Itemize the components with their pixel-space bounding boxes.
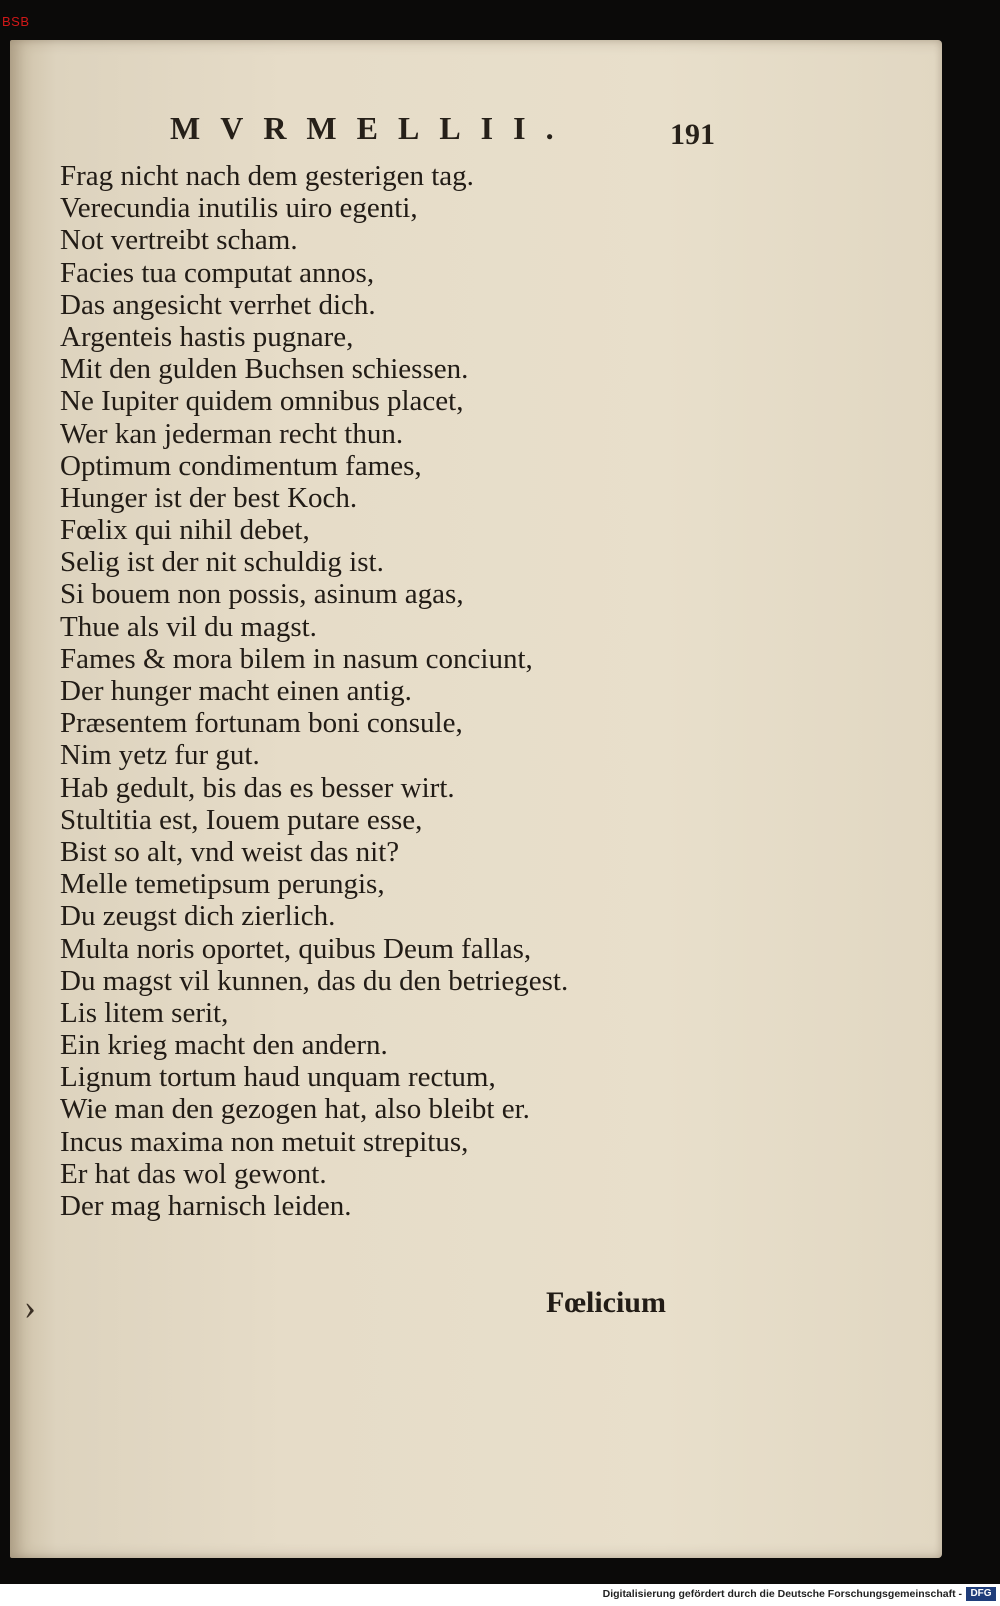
text-line: Ne Iupiter quidem omnibus placet, xyxy=(60,385,464,418)
text-line: Præsentem fortunam boni consule, xyxy=(60,707,463,740)
text-line: Der hunger macht einen antig. xyxy=(60,675,412,707)
text-line: Wer kan jederman recht thun. xyxy=(60,417,404,450)
text-line: Mit den gulden Buchsen schiessen. xyxy=(60,353,469,386)
text-line: Fames & mora bilem in nasum conciunt, xyxy=(60,642,533,675)
text-line: Incus maxima non metuit strepitus, xyxy=(60,1125,469,1158)
text-line: Er hat das wol gewont. xyxy=(60,1157,327,1190)
text-line: Argenteis hastis pugnare, xyxy=(60,320,354,353)
text-line: Thue als vil du magst. xyxy=(60,610,317,643)
text-line: Multa noris oportet, quibus Deum fallas, xyxy=(60,932,532,965)
page-edge-arrow-icon: › xyxy=(24,1287,36,1327)
bsb-watermark: BSB xyxy=(2,14,30,29)
text-line: Frag nicht nach dem gesterigen tag. xyxy=(60,160,474,192)
proverb-text-block xyxy=(60,160,760,1222)
running-head: MVRMELLII. xyxy=(170,110,574,146)
text-line: Ein krieg macht den andern. xyxy=(60,1029,388,1062)
text-line: Nim yetz fur gut. xyxy=(60,739,260,772)
text-line: Stultitia est, Iouem putare esse, xyxy=(60,803,423,836)
text-line: Selig ist der nit schuldig ist. xyxy=(60,546,384,579)
text-line: Facies tua computat annos, xyxy=(60,256,375,289)
text-line: Der mag harnisch leiden. xyxy=(60,1190,352,1222)
text-line: Wie man den gezogen hat, also bleibt er. xyxy=(60,1093,530,1126)
book-page xyxy=(10,40,942,1558)
text-line: Lignum tortum haud unquam rectum, xyxy=(60,1061,496,1094)
catchword: Fœlicium xyxy=(546,1286,666,1319)
text-line: Not vertreibt scham. xyxy=(60,224,298,257)
text-line: Bist so alt, vnd weist das nit? xyxy=(60,835,400,868)
text-line: Lis litem serit, xyxy=(60,996,229,1029)
page-number: 191 xyxy=(670,118,715,151)
funding-note: Digitalisierung gefördert durch die Deutsche Forschungsgemeinschaft - xyxy=(602,1588,962,1600)
text-line: Du zeugst dich zierlich. xyxy=(60,900,336,933)
text-line: Das angesicht verrhet dich. xyxy=(60,288,376,321)
text-line: Si bouem non possis, asinum agas, xyxy=(60,578,464,611)
text-line: Verecundia inutilis uiro egenti, xyxy=(60,192,418,225)
text-line: Hab gedult, bis das es besser wirt. xyxy=(60,771,455,804)
dfg-logo: DFG xyxy=(966,1587,996,1601)
footer-bar xyxy=(0,1584,1000,1606)
text-line: Fœlix qui nihil debet, xyxy=(60,514,310,547)
text-line: Melle temetipsum perungis, xyxy=(60,868,385,901)
text-line: Hunger ist der best Koch. xyxy=(60,481,358,514)
text-line: Du magst vil kunnen, das du den betriegest. xyxy=(60,964,569,997)
text-line: Optimum condimentum fames, xyxy=(60,449,422,482)
